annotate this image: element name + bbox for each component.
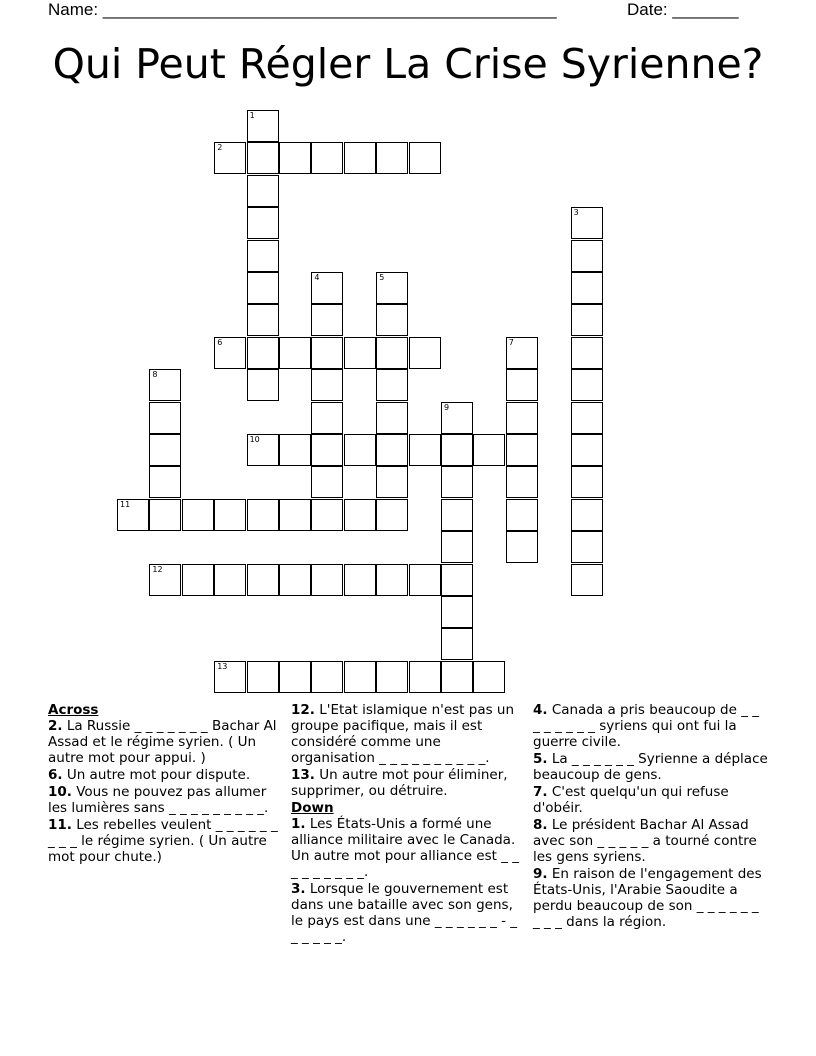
crossword-cell[interactable] bbox=[247, 661, 279, 693]
crossword-cell[interactable] bbox=[571, 466, 603, 498]
clues-column-2 bbox=[291, 702, 527, 946]
crossword-cell[interactable] bbox=[311, 304, 343, 336]
clue-text: La Russie _ _ _ _ _ _ _ Bachar Al Assad et le régime syrien. ( Un autre mot pour appui. ) bbox=[48, 718, 277, 766]
cell-number: 13 bbox=[217, 661, 228, 671]
crossword-cell[interactable] bbox=[344, 499, 376, 531]
crossword-cell[interactable] bbox=[376, 499, 408, 531]
crossword-cell[interactable] bbox=[247, 499, 279, 531]
crossword-cell[interactable] bbox=[376, 661, 408, 693]
cell-number: 11 bbox=[120, 499, 131, 509]
down-heading: Down bbox=[291, 800, 334, 816]
crossword-cell[interactable] bbox=[149, 564, 181, 596]
clue-text: C'est quelqu'un qui refuse d'obéir. bbox=[533, 784, 729, 816]
crossword-cell[interactable] bbox=[571, 434, 603, 466]
crossword-cell[interactable] bbox=[214, 564, 246, 596]
crossword-cell[interactable] bbox=[409, 142, 441, 174]
clue-text: Canada a pris beaucoup de _ _ _ _ _ _ _ _ syriens qui ont fui la guerre civile. bbox=[533, 702, 760, 750]
crossword-cell[interactable] bbox=[376, 434, 408, 466]
clue-number: 11. bbox=[48, 817, 72, 833]
crossword-cell[interactable] bbox=[247, 369, 279, 401]
clue-down-9 bbox=[533, 866, 769, 930]
crossword-cell[interactable] bbox=[311, 661, 343, 693]
clue-across-12 bbox=[291, 702, 527, 766]
clues-column-1 bbox=[48, 702, 280, 866]
crossword-cell[interactable] bbox=[279, 564, 311, 596]
crossword-cell[interactable] bbox=[506, 499, 538, 531]
clue-text: Un autre mot pour éliminer, supprimer, ou détruire. bbox=[291, 767, 508, 799]
crossword-cell[interactable] bbox=[571, 337, 603, 369]
clue-text: Lorsque le gouvernement est dans une bataille avec son gens, le pays est dans une _ _ _ _ _ _ - _ _ _ _ _ _. bbox=[291, 881, 518, 945]
crossword-cell[interactable] bbox=[344, 337, 376, 369]
crossword-cell[interactable] bbox=[311, 142, 343, 174]
crossword-cell[interactable] bbox=[247, 207, 279, 239]
crossword-cell[interactable] bbox=[571, 564, 603, 596]
clue-down-7 bbox=[533, 784, 769, 816]
crossword-cell[interactable] bbox=[344, 142, 376, 174]
clue-text: Les rebelles veulent _ _ _ _ _ _ _ _ _ le régime syrien. ( Un autre mot pour chute.) bbox=[48, 817, 278, 865]
crossword-cell[interactable] bbox=[506, 402, 538, 434]
crossword-cell[interactable] bbox=[441, 628, 473, 660]
crossword-cell[interactable] bbox=[571, 369, 603, 401]
crossword-cell[interactable] bbox=[311, 466, 343, 498]
crossword-cell[interactable] bbox=[247, 240, 279, 272]
crossword-cell[interactable] bbox=[441, 434, 473, 466]
cell-number: 2 bbox=[217, 143, 223, 153]
crossword-cell[interactable] bbox=[247, 337, 279, 369]
crossword-cell[interactable] bbox=[214, 661, 246, 693]
clue-number: 6. bbox=[48, 767, 63, 783]
crossword-cell[interactable] bbox=[149, 369, 181, 401]
clue-number: 12. bbox=[291, 702, 315, 718]
crossword-cell[interactable] bbox=[376, 564, 408, 596]
crossword-cell[interactable] bbox=[311, 337, 343, 369]
crossword-cell[interactable] bbox=[311, 272, 343, 304]
crossword-cell[interactable] bbox=[182, 564, 214, 596]
clue-across-13 bbox=[291, 767, 527, 799]
crossword-cell[interactable] bbox=[571, 240, 603, 272]
clue-across-11 bbox=[48, 817, 280, 865]
clue-number: 3. bbox=[291, 881, 306, 897]
crossword-cell[interactable] bbox=[311, 402, 343, 434]
clue-text: Les États-Unis a formé une alliance militaire avec le Canada. Un autre mot pour alliance est _ _ _ _ _ _ _ _ _. bbox=[291, 816, 520, 880]
clue-text: Le président Bachar Al Assad avec son _ _ _ _ _ a tourné contre les gens syriens. bbox=[533, 817, 757, 865]
clue-number: 10. bbox=[48, 784, 72, 800]
clue-down-5 bbox=[533, 751, 769, 783]
crossword-cell[interactable] bbox=[279, 142, 311, 174]
clue-across-10 bbox=[48, 784, 280, 816]
crossword-cell[interactable] bbox=[441, 402, 473, 434]
crossword-cell[interactable] bbox=[571, 531, 603, 563]
crossword-cell[interactable] bbox=[149, 402, 181, 434]
crossword-cell[interactable] bbox=[149, 499, 181, 531]
crossword-cell[interactable] bbox=[311, 499, 343, 531]
clue-text: La _ _ _ _ _ _ Syrienne a déplace beaucoup de gens. bbox=[533, 751, 768, 783]
clue-number: 9. bbox=[533, 866, 548, 882]
clue-down-1 bbox=[291, 816, 527, 880]
crossword-cell[interactable] bbox=[279, 337, 311, 369]
clue-number: 4. bbox=[533, 702, 548, 718]
crossword-cell[interactable] bbox=[376, 142, 408, 174]
cell-number: 10 bbox=[249, 435, 260, 444]
crossword-cell[interactable] bbox=[344, 564, 376, 596]
crossword-cell[interactable] bbox=[506, 466, 538, 498]
clue-number: 8. bbox=[533, 817, 548, 833]
page-title: Qui Peut Régler La Crise Syrienne? bbox=[52, 40, 764, 88]
crossword-cell[interactable] bbox=[247, 272, 279, 304]
cell-number: 3 bbox=[573, 208, 579, 218]
crossword-cell[interactable] bbox=[149, 434, 181, 466]
crossword-cell[interactable] bbox=[441, 661, 473, 693]
clues-column-3 bbox=[533, 702, 769, 931]
crossword-cell[interactable] bbox=[441, 596, 473, 628]
crossword-cell[interactable] bbox=[409, 337, 441, 369]
crossword-cell[interactable] bbox=[149, 466, 181, 498]
clue-across-2 bbox=[48, 718, 280, 766]
cell-number: 9 bbox=[444, 402, 450, 412]
crossword-cell[interactable] bbox=[441, 466, 473, 498]
crossword-cell[interactable] bbox=[571, 207, 603, 239]
cell-number: 6 bbox=[217, 337, 223, 347]
crossword-cell[interactable] bbox=[344, 434, 376, 466]
crossword-cell[interactable] bbox=[376, 304, 408, 336]
crossword-cell[interactable] bbox=[182, 499, 214, 531]
crossword-cell[interactable] bbox=[506, 337, 538, 369]
crossword-cell[interactable] bbox=[571, 304, 603, 336]
crossword-cell[interactable] bbox=[247, 142, 279, 174]
cell-number: 8 bbox=[152, 370, 158, 380]
crossword-cell[interactable] bbox=[311, 369, 343, 401]
crossword-cell[interactable] bbox=[376, 272, 408, 304]
crossword-cell[interactable] bbox=[376, 369, 408, 401]
crossword-cell[interactable] bbox=[506, 369, 538, 401]
crossword-cell[interactable] bbox=[279, 661, 311, 693]
crossword-cell[interactable] bbox=[441, 531, 473, 563]
clue-down-3 bbox=[291, 881, 527, 945]
crossword-cell[interactable] bbox=[247, 175, 279, 207]
clue-down-8 bbox=[533, 817, 769, 865]
crossword-cell[interactable] bbox=[506, 434, 538, 466]
crossword-cell[interactable] bbox=[376, 402, 408, 434]
crossword-cell[interactable] bbox=[311, 564, 343, 596]
clue-text: Vous ne pouvez pas allumer les lumières sans _ _ _ _ _ _ _ _ _. bbox=[48, 784, 269, 816]
crossword-cell[interactable] bbox=[247, 304, 279, 336]
clue-across-6 bbox=[48, 767, 280, 783]
cell-number: 4 bbox=[314, 273, 320, 282]
crossword-cell[interactable] bbox=[409, 564, 441, 596]
crossword-cell[interactable] bbox=[506, 531, 538, 563]
clue-text: Un autre mot pour dispute. bbox=[66, 767, 251, 783]
crossword-cell[interactable] bbox=[473, 434, 505, 466]
crossword-cell[interactable] bbox=[117, 499, 149, 531]
cell-number: 12 bbox=[152, 564, 163, 574]
clue-number: 13. bbox=[291, 767, 315, 783]
clue-number: 2. bbox=[48, 718, 63, 734]
crossword-cell[interactable] bbox=[571, 402, 603, 434]
name-field: Name: ________________________________________________ bbox=[48, 0, 557, 19]
crossword-cell[interactable] bbox=[247, 110, 279, 142]
crossword-cell[interactable] bbox=[376, 466, 408, 498]
crossword-cell[interactable] bbox=[441, 499, 473, 531]
crossword-cell[interactable] bbox=[344, 661, 376, 693]
cell-number: 7 bbox=[508, 337, 514, 347]
clue-number: 7. bbox=[533, 784, 548, 800]
crossword-cell[interactable] bbox=[214, 499, 246, 531]
clue-number: 1. bbox=[291, 816, 306, 832]
date-field: Date: _______ bbox=[627, 0, 739, 19]
crossword-cell[interactable] bbox=[441, 564, 473, 596]
crossword-cell[interactable] bbox=[214, 337, 246, 369]
across-heading: Across bbox=[48, 702, 99, 718]
clue-text: L'Etat islamique n'est pas un groupe pacifique, mais il est considéré comme une organisation _ _ _ _ _ _ _ _ _ _. bbox=[291, 702, 515, 766]
crossword-cell[interactable] bbox=[279, 434, 311, 466]
crossword-cell[interactable] bbox=[376, 337, 408, 369]
crossword-cell[interactable] bbox=[247, 564, 279, 596]
crossword-cell[interactable] bbox=[311, 434, 343, 466]
crossword-cell[interactable] bbox=[409, 661, 441, 693]
clue-down-4 bbox=[533, 702, 769, 750]
crossword-cell[interactable] bbox=[409, 434, 441, 466]
clue-text: En raison de l'engagement des États-Unis, l'Arabie Saoudite a perdu beaucoup de son _ _ _ _ _ _ _ _ _ dans la région. bbox=[533, 866, 762, 930]
clue-number: 5. bbox=[533, 751, 548, 767]
crossword-cell[interactable] bbox=[571, 499, 603, 531]
crossword-cell[interactable] bbox=[473, 661, 505, 693]
cell-number: 5 bbox=[379, 273, 385, 282]
crossword-cell[interactable] bbox=[279, 499, 311, 531]
crossword-cell[interactable] bbox=[247, 434, 279, 466]
crossword-cell[interactable] bbox=[571, 272, 603, 304]
crossword-cell[interactable] bbox=[214, 142, 246, 174]
cell-number: 1 bbox=[249, 111, 255, 120]
